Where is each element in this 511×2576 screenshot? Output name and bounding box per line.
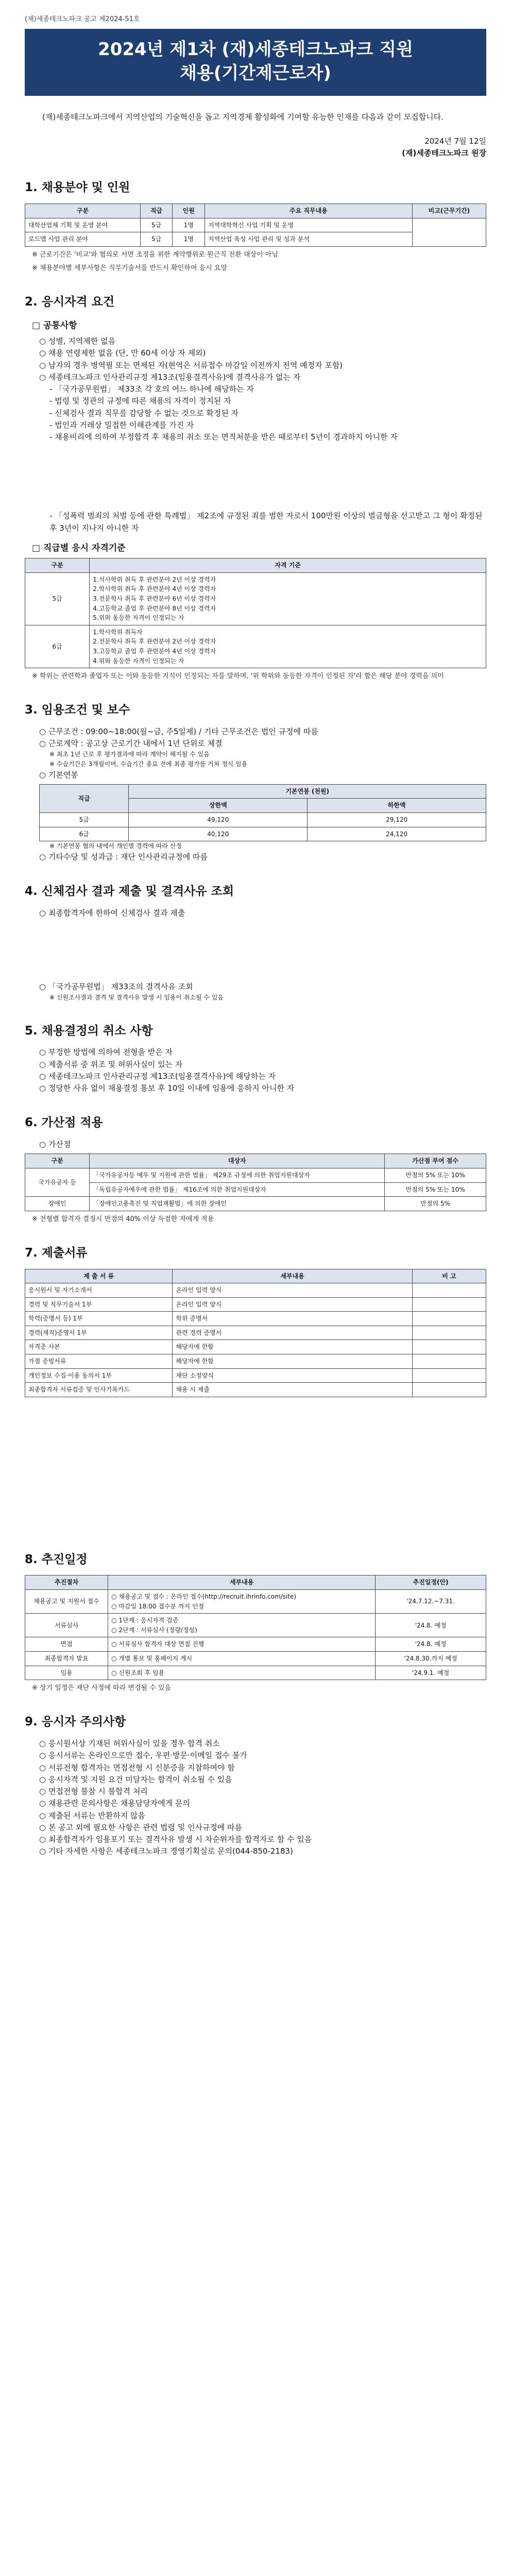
title-line-1: 2024년 제1차 (재)세종테크노파크 직원 <box>98 39 413 60</box>
th: 구분 <box>25 558 90 573</box>
section-3-title: 3. 임용조건 및 보수 <box>25 703 130 717</box>
section-5-title: 5. 채용결정의 취소 사항 <box>25 1024 153 1038</box>
note: ※ 학위는 관련학과 졸업자 또는 이와 동등한 지식이 인정되는 자를 말하며, '위 학위와 동등한 자격이 인정된 자'라 함은 해당 분야 경력을 의미 <box>32 672 444 681</box>
cell: ○ 서류심사 합격자 대상 면접 진행 <box>108 1637 376 1652</box>
th: 자격 기준 <box>90 558 486 573</box>
cell <box>412 1326 486 1340</box>
table-row <box>25 1590 486 1614</box>
cell: 1.석사학위 취득 후 관련분야 2년 이상 경력자 2.학사학위 취득 후 관련분야 4년 이상 경력자 3.전문학사 취득 후 관련분야 6년 이상 경력자 4.고등학교 졸업 후 관련분야 8년 이상 경력자 5.위와 동등한 자격이 인정되는 자 <box>90 572 486 625</box>
cell: 해당자에 한함 <box>173 1340 412 1354</box>
condition-item: ○ 기본연봉 <box>39 770 78 779</box>
table-row <box>40 813 486 827</box>
cell: 지역대학혁신 사업 기획 및 운영 <box>205 218 413 232</box>
th: 구분 <box>25 204 141 218</box>
salary-table <box>39 784 486 841</box>
th: 비 고 <box>412 1269 486 1283</box>
cell: 해당자에 한함 <box>173 1354 412 1369</box>
subheading: □ 공통사항 <box>32 320 77 331</box>
cell: 24,120 <box>308 827 486 841</box>
note: ※ 상기 일정은 재단 사정에 따라 변경될 수 있음 <box>32 1684 171 1692</box>
cell: 온라인 입력 양식 <box>173 1297 412 1312</box>
cancel-item: ○ 부정한 방법에 의하여 전형을 받은 자 <box>39 1047 173 1057</box>
documents-table <box>25 1269 486 1397</box>
check-item: ○ 최종합격자에 한하여 신체검사 결과 제출 <box>39 908 185 918</box>
condition-note: ※ 최초 1년 근로 후 평가결과에 따라 계약이 해지될 수 있음 <box>49 751 210 758</box>
th: 제 출 서 류 <box>25 1269 173 1283</box>
th: 인원 <box>173 204 205 218</box>
cell: 6급 <box>40 827 129 841</box>
cell: 재단 소정양식 <box>173 1368 412 1383</box>
intro-text: (재)세종테크노파크에서 지역산업의 기술혁신을 돕고 지역경제 활성화에 기여할 유능한 인재를 다음과 같이 모집합니다. <box>42 112 444 122</box>
cell: 1.학사학위 취득자 2.전문학사 취득 후 관련분야 2년 이상 경력자 3.고등학교 졸업 후 관련분야 4년 이상 경력자 4.위와 동등한 자격이 인정되는 자 <box>90 625 486 668</box>
table-row <box>25 1383 486 1397</box>
table-row <box>25 1354 486 1369</box>
table-row <box>25 1168 486 1182</box>
table-row <box>40 827 486 841</box>
cell: 서류심사 <box>25 1614 108 1637</box>
salary-note: ※ 기본연봉 협의 내에서 개인별 경력에 따라 산정 <box>49 842 182 850</box>
requirement-item: - 채용비리에 의하여 부정합격 후 채용의 취소 또는 면직처분을 받은 때로부터 5년이 경과하지 아니한 자 <box>49 432 398 442</box>
cell: 채용 시 제출 <box>173 1383 412 1397</box>
notice-number: (재)세종테크노파크 공고 제2024-51호 <box>25 15 140 23</box>
requirement-item: ○ 채용 연령제한 없음 (단, 만 60세 이상 자 제외) <box>39 348 206 358</box>
cell: ○ 개별 통보 및 홈페이지 게시 <box>108 1652 376 1666</box>
cell: 5급 <box>140 232 173 247</box>
caution-item: ○ 응시자격 및 지원 요건 미달자는 합격이 취소될 수 있음 <box>39 1774 232 1784</box>
table-row <box>25 1614 486 1637</box>
cell: ○ 1단계 : 응시자격 검증 ○ 2단계 : 서류심사 (정량/정성) <box>108 1614 376 1637</box>
cell: '24.9.1. 예정 <box>376 1666 486 1680</box>
bonus-table <box>25 1154 486 1211</box>
th: 상한액 <box>129 799 308 813</box>
recruit-table <box>25 204 486 247</box>
schedule-table <box>25 1575 486 1680</box>
table-row <box>25 1637 486 1652</box>
condition-item: ○ 근무조건 : 09:00~18:00(월~금, 주5일제) / 기타 근무조건은 법인 규정에 따름 <box>39 726 318 736</box>
cancel-item: ○ 제출서류 중 위조 및 허위사실이 있는 자 <box>39 1059 183 1069</box>
cell: 만점의 5% <box>385 1197 486 1211</box>
section-1-title: 1. 채용분야 및 인원 <box>25 181 130 195</box>
table-row <box>25 1297 486 1312</box>
section-4-title: 4. 신체검사 결과 제출 및 결격사유 조회 <box>25 885 234 899</box>
requirement-item: ○ 남자의 경우 병역필 또는 면제된 자(현역은 서류접수 마감일 이전까지 전역 예정자 포함) <box>39 360 343 370</box>
cell: 온라인 입력 양식 <box>173 1283 412 1298</box>
caution-item: ○ 응시서류는 온라인으로만 접수, 우편·방문·이메일 접수 불가 <box>39 1751 247 1760</box>
cell: 대학산업체 기획 및 운영 분야 <box>25 218 141 232</box>
cell: 1명 <box>173 232 205 247</box>
cell: ○ 채용공고 및 접수 : 온라인 접수(http://recruit.ihrinfo.com/site) ○ 마감일 18:00 접수분 까지 인정 <box>108 1590 376 1614</box>
cell: '24.7.12.~7.31. <box>376 1590 486 1614</box>
table-row <box>25 1326 486 1340</box>
table-row <box>25 1197 486 1211</box>
cell: 관련 경력 증명서 <box>173 1326 412 1340</box>
cell: 국가유공자 등 <box>25 1168 90 1196</box>
cell: '24.8. 예정 <box>376 1614 486 1637</box>
cell: 지역산업 육성 사업 관리 및 성과 분석 <box>205 232 413 247</box>
cell <box>412 1283 486 1298</box>
cell <box>412 1383 486 1397</box>
th: 추진절차 <box>25 1575 108 1590</box>
table-row <box>25 1283 486 1298</box>
th: 직급 <box>40 784 129 812</box>
cell: 학위 증명서 <box>173 1312 412 1326</box>
cell: 응시원서 및 자기소개서 <box>25 1283 173 1298</box>
subheading: □ 직급별 응시 자격기준 <box>32 543 126 553</box>
cell: 개인정보 수집·이용 동의서 1부 <box>25 1368 173 1383</box>
condition-item: ○ 근로계약 : 공고상 근로기간 내에서 1년 단위로 체결 <box>39 739 223 749</box>
cell: 가점 증빙서류 <box>25 1354 173 1369</box>
cell: 로드맵 사업 관리 분야 <box>25 232 141 247</box>
table-row <box>25 1368 486 1383</box>
check-note: ※ 신원조사결과 결격 및 결격사유 발생 시 임용이 취소될 수 있음 <box>49 994 224 1002</box>
cell: ○ 신원조회 후 임용 <box>108 1666 376 1680</box>
cell: 만점의 5% 또는 10% <box>385 1182 486 1197</box>
th: 하한액 <box>308 799 486 813</box>
section-6-title: 6. 가산점 적용 <box>25 1116 103 1130</box>
table-row <box>25 1340 486 1354</box>
cell: 최종합격자 발표 <box>25 1652 108 1666</box>
condition-note: ※ 수습기간은 3개월이며, 수습기간 종료 전에 최종 평가를 거쳐 정식 임용 <box>49 760 248 768</box>
cell: 「독립유공자예우에 관한 법률」 제16조에 의한 취업지원대상자 <box>90 1182 385 1197</box>
cell <box>412 1354 486 1369</box>
th: 기본연봉 (천원) <box>129 784 486 799</box>
table-row <box>25 1312 486 1326</box>
section-8-title: 8. 추진일정 <box>25 1552 88 1566</box>
cancel-item: ○ 세종테크노파크 인사관리규정 제13조(임용결격사유)에 해당하는 자 <box>39 1071 276 1081</box>
cell: 장애인 <box>25 1197 90 1211</box>
cell: 면접 <box>25 1637 108 1652</box>
cell: 만점의 5% 또는 10% <box>385 1168 486 1182</box>
note: ※ 전형별 합격자 결정시 만점의 40% 이상 득점한 자에게 적용 <box>32 1215 214 1223</box>
requirement-item: - 「성폭력 범죄의 처벌 등에 관한 특례법」 제2조에 규정된 죄를 범한 자로서 100만원 이상의 벌금형을 선고받고 그 형이 확정된 후 3년이 지나지 아니한 자 <box>49 511 483 533</box>
cell: 채용공고 및 지원서 접수 <box>25 1590 108 1614</box>
cell: 29,120 <box>308 813 486 827</box>
cell: 40,120 <box>129 827 308 841</box>
cell: 6급 <box>25 625 90 668</box>
requirement-item: - 신체검사 결과 직무를 감당할 수 없는 것으로 확정된 자 <box>49 408 239 418</box>
th: 대상자 <box>90 1154 385 1168</box>
cell: '24.8.30.까지 예정 <box>376 1652 486 1666</box>
note: ※ 근로기간은 '비교'와 협의로 서면 조정을 위한 계약행위로 원근직 전환 대상이 아님 <box>32 250 278 259</box>
th: 비고(근무기간) <box>412 204 486 218</box>
th: 세부내용 <box>173 1269 412 1283</box>
grade-qualification-table <box>25 558 486 668</box>
caution-item: ○ 응시원서상 기재된 허위사실이 있을 경우 합격 취소 <box>39 1739 220 1749</box>
table-row <box>25 1666 486 1680</box>
requirement-item: ○ 성별, 지역제한 없음 <box>39 336 116 346</box>
requirement-item: - 법인과 거래상 밀접한 이해관계를 가진 자 <box>49 420 194 430</box>
issuer: (재)세종테크노파크 원장 <box>402 148 486 158</box>
section-9-title: 9. 응시자 주의사항 <box>25 1715 126 1729</box>
cell: 학력(증명서 등) 1부 <box>25 1312 173 1326</box>
cell: 「장애인고용촉진 및 직업재활법」에 의한 장애인 <box>90 1197 385 1211</box>
bonus-subheading: ○ 가산점 <box>39 1140 71 1149</box>
cancel-item: ○ 정당한 사유 없이 채용결정 통보 후 10일 이내에 임용에 응하지 아니한 자 <box>39 1083 295 1093</box>
cell <box>412 1368 486 1383</box>
section-2-title: 2. 응시자격 요건 <box>25 295 115 309</box>
cell <box>412 1297 486 1312</box>
table-row <box>25 218 486 232</box>
th: 주요 직무내용 <box>205 204 413 218</box>
cell: 5급 <box>140 218 173 232</box>
caution-item: ○ 면접전형 불참 시 불합격 처리 <box>39 1787 148 1797</box>
table-row <box>25 625 486 668</box>
th: 추진일정(안) <box>376 1575 486 1590</box>
requirement-item: - 법령 및 정관의 규정에 따른 채용의 자격이 정지된 자 <box>49 396 231 406</box>
cell: 경력 및 직무기술서 1부 <box>25 1297 173 1312</box>
notice-date: 2024년 7월 12일 <box>424 136 486 146</box>
cell: '24.8. 예정 <box>376 1637 486 1652</box>
caution-item: ○ 채용관련 문의사항은 채용담당자에게 문의 <box>39 1799 190 1808</box>
th: 세부내용 <box>108 1575 376 1590</box>
table-row <box>25 572 486 625</box>
check-item: ○ 「국가공무원법」 제33조의 결격사유 조회 <box>39 981 193 991</box>
condition-item: ○ 기타수당 및 성과급 : 재단 인사관리규정에 따름 <box>39 852 208 861</box>
caution-item: ○ 서류전형 합격자는 면접전형 시 신분증을 지참하여야 함 <box>39 1762 235 1772</box>
cell: 1명 <box>173 218 205 232</box>
caution-item: ○ 제출된 서류는 반환하지 않음 <box>39 1810 146 1820</box>
requirement-item: ○ 세종테크노파크 인사관리규정 제13조(임용결격사유)에 결격사유가 없는 자 <box>39 372 301 382</box>
cell: 최종합격자 서류검증 및 인사기록카드 <box>25 1383 173 1397</box>
requirement-item: - 「국가공무원법」 제33조 각 호의 어느 하나에 해당하는 자 <box>49 384 254 394</box>
note: ※ 채용분야별 세부사항은 직무기술서를 반드시 확인하여 응시 요망 <box>32 264 227 272</box>
table-row <box>25 1182 486 1197</box>
cell: 자격증 사본 <box>25 1340 173 1354</box>
title-banner <box>25 29 486 96</box>
cell: 임용 <box>25 1666 108 1680</box>
caution-item: ○ 최종합격자가 임용포기 또는 결격사유 발생 시 차순위자를 합격자로 할 수 있음 <box>39 1835 312 1844</box>
title-line-2: 채용(기간제근로자) <box>180 63 331 84</box>
cell <box>412 1312 486 1326</box>
caution-item: ○ 기타 자세한 사항은 세종테크노파크 경영기획실로 문의(044-850-2183) <box>39 1846 293 1856</box>
th: 구분 <box>25 1154 90 1168</box>
cell: 5급 <box>25 572 90 625</box>
cell <box>412 218 486 246</box>
th: 직급 <box>140 204 173 218</box>
table-row <box>25 1652 486 1666</box>
cell: 49,120 <box>129 813 308 827</box>
cell: 「국가유공자등 예우 및 지원에 관한 법률」 제29조 규정에 의한 취업지원대상자 <box>90 1168 385 1182</box>
cell <box>412 1340 486 1354</box>
cell: 경력(재직)증명서 1부 <box>25 1326 173 1340</box>
cell: 5급 <box>40 813 129 827</box>
section-7-title: 7. 제출서류 <box>25 1246 88 1260</box>
th: 가산점 부여 점수 <box>385 1154 486 1168</box>
caution-item: ○ 본 공고 외에 필요한 사항은 관련 법령 및 인사규정에 따름 <box>39 1822 243 1832</box>
